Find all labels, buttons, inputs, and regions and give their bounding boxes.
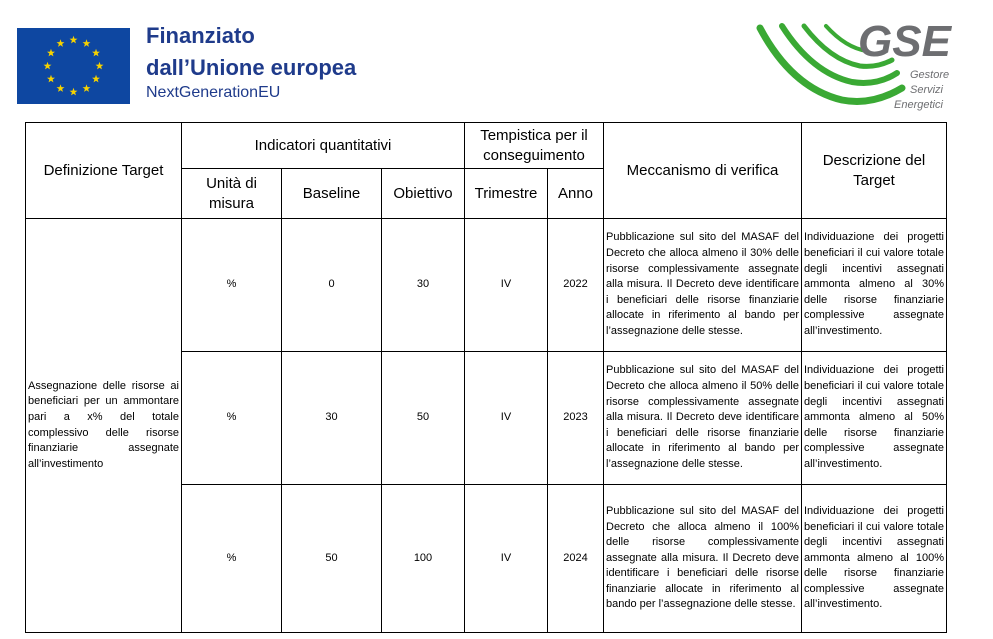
obiettivo-cell: 100 [382,485,465,633]
header-baseline: Baseline [282,169,382,219]
table-header-row-1 [26,123,947,169]
eu-funding-line-2: dall’Unione europea [146,55,357,80]
header-indicatori-quantitativi: Indicatori quantitativi [182,123,465,169]
meccanismo-cell: Pubblicazione sul sito del MASAF del Decreto che alloca almeno il 100% delle risorse complessivamente assegnate alla misura. Il Decreto deve identificare i beneficiari delle risorse finanziarie allocate in riferimento al bando per l’assegnazione delle stesse. [604,485,802,633]
unita-cell: % [182,485,282,633]
trimestre-cell: IV [465,219,548,352]
gse-logo-line-1: Gestore [910,69,950,81]
trimestre-cell: IV [465,485,548,633]
header-tempistica: Tempistica per il conseguimento [465,123,604,169]
meccanismo-cell: Pubblicazione sul sito del MASAF del Decreto che alloca almeno il 30% delle risorse complessivamente assegnate alla misura. Il Decreto deve identificare i beneficiari delle risorse finanziarie allocate in riferimento al bando per l’assegnazione delle stesse. [604,219,802,352]
baseline-cell: 30 [282,352,382,485]
definizione-target-cell: Assegnazione delle risorse ai beneficiari per un ammontare pari a x% del totale complessivo delle risorse finanziarie assegnate all’investimento [26,219,182,633]
obiettivo-cell: 30 [382,219,465,352]
header-unita-misura: Unità di misura [182,169,282,219]
obiettivo-cell: 50 [382,352,465,485]
baseline-cell: 0 [282,219,382,352]
descrizione-cell: Individuazione dei progetti beneficiari il cui valore totale degli incentivi assegnati ammonta almeno al 30% delle risorse finanziarie complessive assegnate all’investimento. [802,219,947,352]
header-definizione-target: Definizione Target [26,123,182,219]
trimestre-cell: IV [465,352,548,485]
gse-logo-line-3: Energetici [894,99,943,111]
gse-logo-wordmark: GSE [858,18,951,66]
meccanismo-cell: Pubblicazione sul sito del MASAF del Decreto che alloca almeno il 50% delle risorse complessivamente assegnate alla misura. Il Decreto deve identificare i beneficiari delle risorse finanziarie allocate in riferimento al bando per l’assegnazione delle stesse. [604,352,802,485]
anno-cell: 2023 [548,352,604,485]
anno-cell: 2022 [548,219,604,352]
eu-flag-logo [17,28,130,104]
header-anno: Anno [548,169,604,219]
table-row [26,219,947,352]
unita-cell: % [182,352,282,485]
header-trimestre: Trimestre [465,169,548,219]
unita-cell: % [182,219,282,352]
header-descrizione-target: Descrizione del Target [802,123,947,219]
header-obiettivo: Obiettivo [382,169,465,219]
eu-funding-line-1: Finanziato [146,23,255,48]
descrizione-cell: Individuazione dei progetti beneficiari il cui valore totale degli incentivi assegnati ammonta almeno al 50% delle risorse finanziarie complessive assegnate all’investimento. [802,352,947,485]
eu-funding-subtitle: NextGenerationEU [146,84,281,101]
anno-cell: 2024 [548,485,604,633]
descrizione-cell: Individuazione dei progetti beneficiari il cui valore totale degli incentivi assegnati ammonta almeno al 100% delle risorse finanziarie complessive assegnate all’investimento. [802,485,947,633]
target-table [25,122,947,633]
gse-logo [752,18,967,118]
baseline-cell: 50 [282,485,382,633]
header-meccanismo-verifica: Meccanismo di verifica [604,123,802,219]
gse-logo-line-2: Servizi [910,84,944,96]
